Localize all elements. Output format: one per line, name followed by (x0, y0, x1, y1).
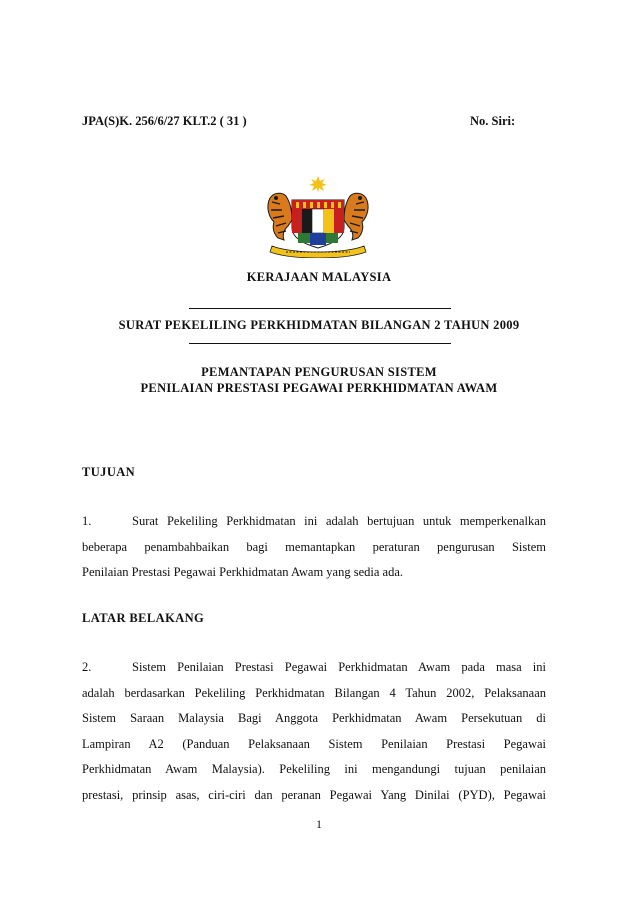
paragraph-line: beberapa penambahbaikan bagi memantapkan peraturan pengurusan Sistem (82, 539, 546, 554)
paragraph-line: prestasi, prinsip asas, ciri-ciri dan peranan Pegawai Yang Dinilai (PYD), Pegawai (82, 787, 546, 802)
subject-title (0, 364, 638, 396)
paragraph-number: 2. (82, 660, 92, 674)
divider-bottom (189, 343, 451, 344)
government-title: KERAJAAN MALAYSIA (246, 270, 392, 284)
page-number: 1 (316, 817, 322, 831)
paragraph-text: Sistem Penilaian Prestasi Pegawai Perkhidmatan Awam pada masa ini (132, 660, 546, 674)
paragraph-line (82, 655, 546, 681)
section-heading-latar-belakang: LATAR BELAKANG (82, 611, 205, 625)
paragraph-text: Surat Pekeliling Perkhidmatan ini adalah bertujuan untuk memperkenalkan (132, 514, 546, 528)
paragraph-line: adalah berdasarkan Pekeliling Perkhidmatan Bilangan 4 Tahun 2002, Pelaksanaan (82, 685, 546, 700)
paragraph-line: Penilaian Prestasi Pegawai Perkhidmatan Awam yang sedia ada. (82, 565, 403, 579)
paragraph-line: Perkhidmatan Awam Malaysia). Pekeliling ini mengandungi tujuan penilaian (82, 762, 546, 776)
subject-line-2: PENILAIAN PRESTASI PEGAWAI PERKHIDMATAN AWAM (140, 381, 498, 395)
serial-number-label: No. Siri: (470, 114, 516, 128)
divider-top (189, 308, 451, 309)
paragraph-line (82, 509, 546, 535)
paragraph-number: 1. (82, 514, 92, 528)
malaysia-coat-of-arms-icon (262, 176, 374, 258)
section-heading-tujuan: TUJUAN (82, 465, 136, 479)
circular-title: SURAT PEKELILING PERKHIDMATAN BILANGAN 2 TAHUN 2009 (118, 318, 520, 332)
paragraph-line: Sistem Saraan Malaysia Bagi Anggota Perkhidmatan Awam Persekutuan di (82, 711, 546, 725)
reference-number: JPA(S)K. 256/6/27 KLT.2 ( 31 ) (82, 114, 247, 128)
paragraph-2 (82, 655, 546, 808)
subject-line-1: PEMANTAPAN PENGURUSAN SISTEM (201, 365, 437, 379)
paragraph-line: Lampiran A2 (Panduan Pelaksanaan Sistem Penilaian Prestasi Pegawai (82, 736, 546, 751)
paragraph-1 (82, 509, 546, 586)
